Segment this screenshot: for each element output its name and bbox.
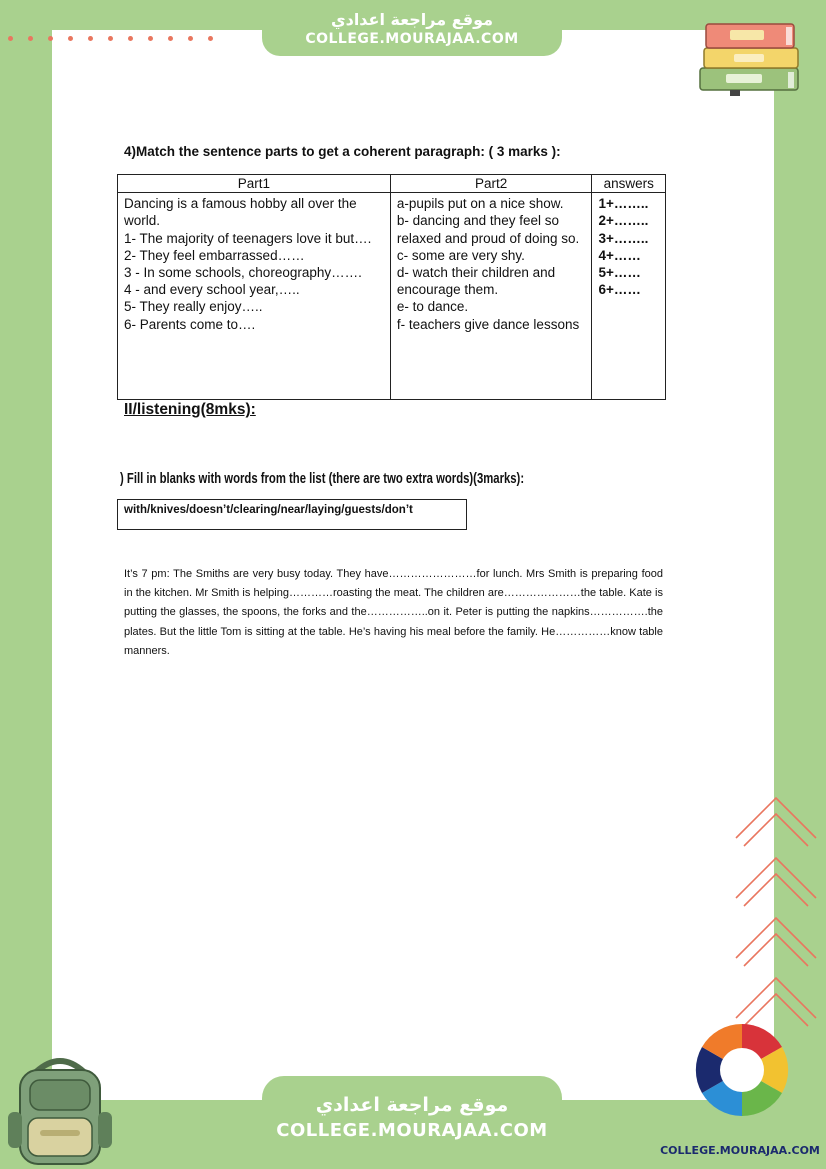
part1-line: 6- Parents come to…. bbox=[124, 316, 256, 332]
site-arabic-name: موقع مراجعة اعدادي bbox=[330, 10, 494, 29]
table-header-row bbox=[118, 175, 666, 193]
answer-blank[interactable]: 1+…….. bbox=[598, 196, 649, 212]
part1-line: 1- The majority of teenagers love it but…. bbox=[124, 230, 372, 246]
part2-line: f- teachers give dance lessons bbox=[396, 316, 580, 332]
answer-blank[interactable]: 3+…….. bbox=[598, 230, 649, 246]
word-list-box: with/knives/doesn’t/clearing/near/laying/guests/don’t bbox=[117, 499, 467, 530]
part1-line: 3 - In some schools, choreography……. bbox=[124, 265, 362, 281]
question4-title: 4)Match the sentence parts to get a coherent paragraph: ( 3 marks ): bbox=[124, 144, 561, 159]
part2-line: d- watch their children and encourage them. bbox=[396, 265, 556, 298]
answer-blank[interactable]: 2+…….. bbox=[598, 213, 649, 229]
answers-cell bbox=[592, 193, 666, 400]
header-part2: Part2 bbox=[390, 175, 592, 193]
part2-line: b- dancing and they feel so relaxed and proud of doing so. bbox=[396, 213, 580, 246]
part2-line: e- to dance. bbox=[396, 299, 469, 315]
answer-blank[interactable]: 5+…… bbox=[598, 265, 641, 281]
footer-arabic-name: موقع مراجعة اعدادي bbox=[315, 1094, 509, 1116]
subjects-wheel-logo bbox=[694, 1022, 790, 1118]
part1-line: 4 - and every school year,….. bbox=[124, 282, 300, 298]
fill-title: ) Fill in blanks with words from the list (there are two extra words)(3marks): bbox=[120, 471, 525, 487]
books-icon bbox=[690, 10, 810, 96]
footer-banner bbox=[262, 1076, 562, 1169]
section2-title: II/listening(8mks): bbox=[124, 401, 256, 418]
header-part1: Part1 bbox=[118, 175, 391, 193]
header-answers: answers bbox=[592, 175, 666, 193]
logo-url[interactable]: COLLEGE.MOURAJAA.COM bbox=[660, 1144, 820, 1157]
backpack-icon bbox=[6, 1052, 114, 1167]
part1-line: 5- They really enjoy….. bbox=[124, 299, 263, 315]
decorative-dots bbox=[0, 36, 250, 56]
chevron-up-icon bbox=[728, 790, 824, 1040]
part1-line: 2- They feel embarrassed…… bbox=[124, 247, 305, 263]
answer-blank[interactable]: 4+…… bbox=[598, 247, 641, 263]
part1-line: Dancing is a famous hobby all over the world. bbox=[124, 196, 357, 229]
part1-cell bbox=[118, 193, 391, 400]
answer-blank[interactable]: 6+…… bbox=[598, 282, 641, 298]
matching-table bbox=[117, 174, 666, 400]
header-banner bbox=[262, 6, 562, 56]
footer-url[interactable]: COLLEGE.MOURAJAA.COM bbox=[276, 1120, 548, 1141]
table-row bbox=[118, 193, 666, 400]
site-url[interactable]: COLLEGE.MOURAJAA.COM bbox=[305, 31, 519, 47]
part2-cell bbox=[390, 193, 592, 400]
fill-passage[interactable]: It’s 7 pm: The Smiths are very busy today. They have……………………for lunch. Mrs Smith is preparing food in the kitchen. Mr Smith is helping…………roasting the meat. The children are…………………the table. Kate is putting the glasses, the spoons, the forks and the……………..on it. Peter is putting the napkins…………….the plates. But the little Tom is sitting at the table. He’s having his meal before the family. He……………know table manners. bbox=[124, 568, 663, 657]
part2-line: c- some are very shy. bbox=[396, 247, 525, 263]
part2-line: a-pupils put on a nice show. bbox=[396, 196, 564, 212]
